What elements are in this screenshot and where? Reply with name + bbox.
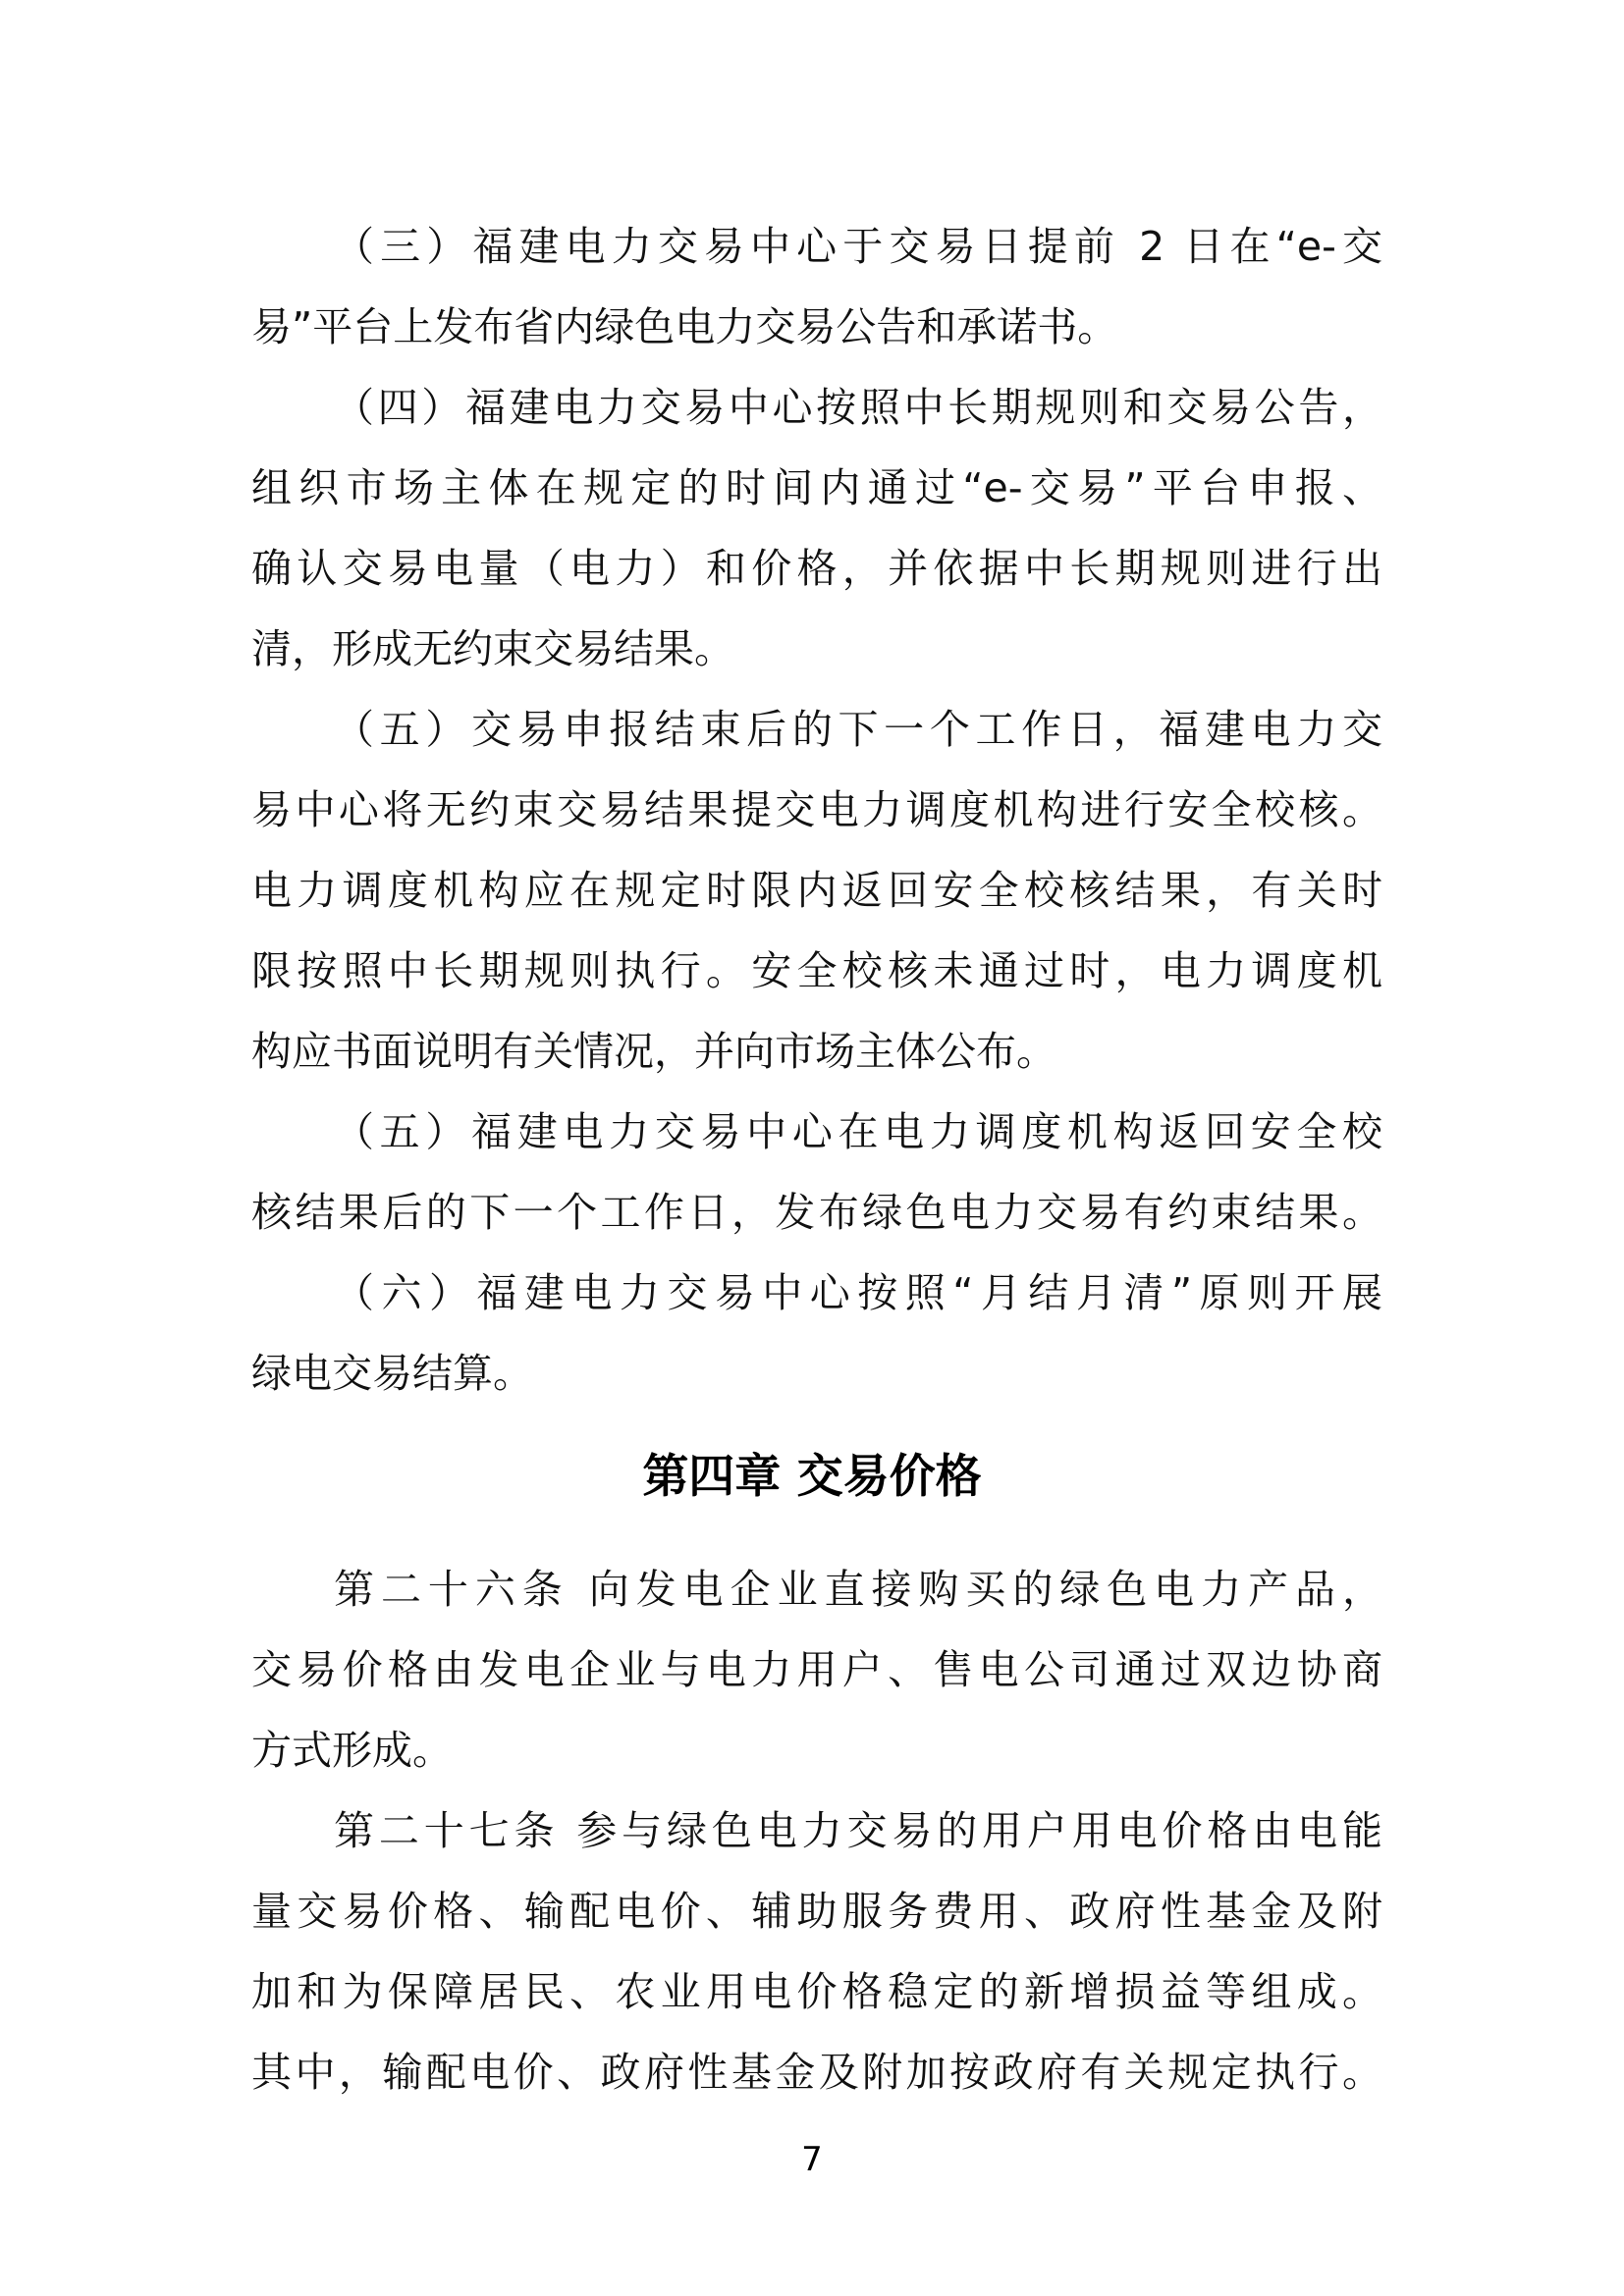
paragraph-line: 限按照中长期规则执行。安全校核未通过时，电力调度机 (251, 947, 1382, 994)
paragraph-line: （三）福建电力交易中心于交易日提前 2 日在“e-交 (334, 223, 1382, 270)
chapter-heading: 第四章 交易价格 (642, 1450, 982, 1504)
paragraph-line: 核结果后的下一个工作日，发布绿色电力交易有约束结果。 (251, 1189, 1382, 1236)
paragraph-line: 确认交易电量（电力）和价格，并依据中长期规则进行出 (251, 545, 1382, 592)
paragraph-line: 易”平台上发布省内绿色电力交易公告和承诺书。 (251, 303, 1118, 350)
paragraph-line: 组织市场主体在规定的时间内通过“e-交易”平台申报、 (251, 464, 1382, 511)
article-line: 量交易价格、输配电价、辅助服务费用、政府性基金及附 (251, 1888, 1382, 1935)
article-line: 加和为保障居民、农业用电价格稳定的新增损益等组成。 (251, 1968, 1382, 2015)
article-line: 交易价格由发电企业与电力用户、售电公司通过双边协商 (251, 1646, 1382, 1693)
paragraph-line: 电力调度机构应在规定时限内返回安全校核结果，有关时 (251, 867, 1382, 914)
paragraph-line: （四）福建电力交易中心按照中长期规则和交易公告， (334, 384, 1382, 431)
article-line: 方式形成。 (251, 1727, 453, 1774)
paragraph-line: 易中心将无约束交易结果提交电力调度机构进行安全校核。 (251, 786, 1382, 833)
article-line: 第二十六条 向发电企业直接购买的绿色电力产品， (334, 1566, 1382, 1613)
paragraph-line: 绿电交易结算。 (251, 1350, 533, 1397)
paragraph-line: 构应书面说明有关情况，并向市场主体公布。 (251, 1028, 1056, 1075)
paragraph-line: （五）交易申报结束后的下一个工作日，福建电力交 (334, 706, 1382, 753)
paragraph-line: （五）福建电力交易中心在电力调度机构返回安全校 (334, 1108, 1382, 1155)
paragraph-line: （六）福建电力交易中心按照“月结月清”原则开展 (334, 1269, 1382, 1316)
page-number: 7 (801, 2140, 823, 2179)
article-line: 其中，输配电价、政府性基金及附加按政府有关规定执行。 (251, 2049, 1382, 2096)
paragraph-line: 清，形成无约束交易结果。 (251, 625, 734, 672)
article-line: 第二十七条 参与绿色电力交易的用户用电价格由电能 (334, 1807, 1382, 1854)
